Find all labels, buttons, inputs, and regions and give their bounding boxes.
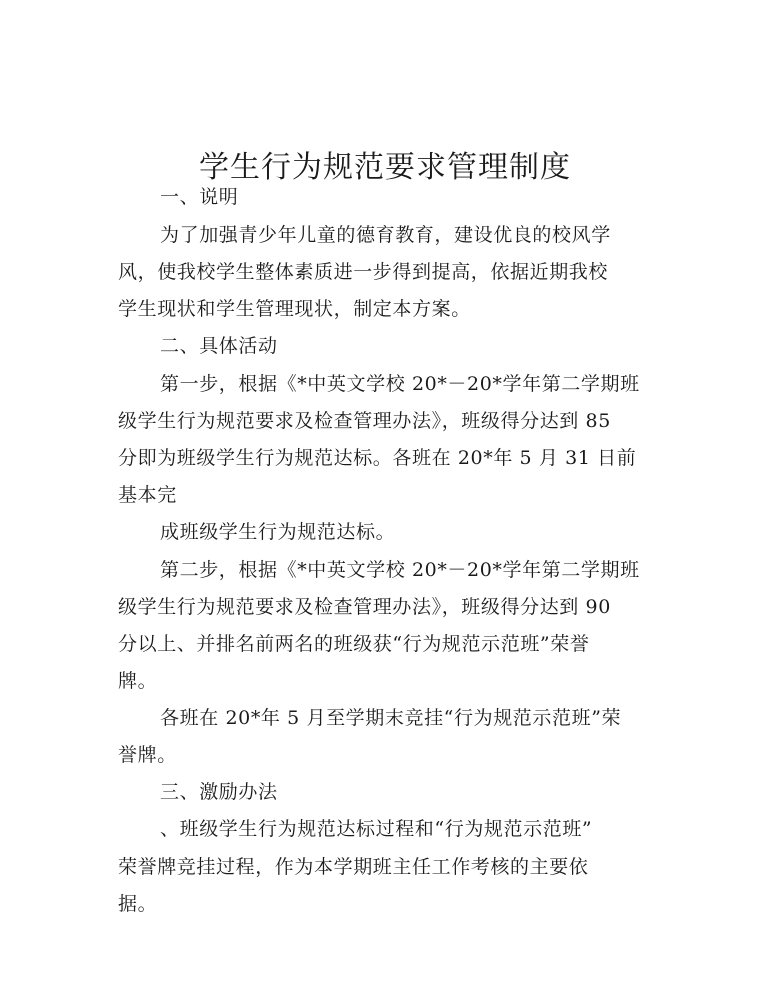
- paragraph-line: 、班级学生行为规范达标过程和“行为规范示范班”: [160, 818, 593, 840]
- paragraph-line: 分以上、并排名前两名的班级获“行为规范示范班”荣誉: [118, 633, 590, 655]
- paragraph-line: 第一步，根据《*中英文学校 20*－20*学年第二学期班: [160, 373, 640, 395]
- section-heading-activities: 二、具体活动: [160, 335, 278, 357]
- document-title: 学生行为规范要求管理制度: [199, 150, 571, 186]
- paragraph-line: 级学生行为规范要求及检查管理办法》，班级得分达到 90: [118, 596, 611, 618]
- paragraph-line: 为了加强青少年儿童的德育教育，建设优良的校风学: [160, 224, 611, 246]
- paragraph-line: 风，使我校学生整体素质进一步得到提高，依据近期我校: [118, 261, 609, 283]
- paragraph-line: 级学生行为规范要求及检查管理办法》，班级得分达到 85: [118, 410, 611, 432]
- paragraph-line: 各班在 20*年 5 月至学期末竞挂“行为规范示范班”荣: [160, 707, 622, 729]
- paragraph-line: 誉牌。: [118, 744, 177, 766]
- paragraph-line: 荣誉牌竞挂过程，作为本学期班主任工作考核的主要依: [118, 856, 589, 878]
- paragraph-line: 基本完: [118, 484, 177, 506]
- section-heading-incentives: 三、激励办法: [160, 781, 278, 803]
- paragraph-line: 据。: [118, 893, 158, 915]
- paragraph-line: 分即为班级学生行为规范达标。各班在 20*年 5 月 31 日前: [118, 447, 637, 469]
- paragraph-line: 第二步，根据《*中英文学校 20*－20*学年第二学期班: [160, 559, 640, 581]
- paragraph-line: 学生现状和学生管理现状，制定本方案。: [118, 298, 471, 320]
- section-heading-explanation: 一、说明: [160, 186, 239, 208]
- paragraph-line: 牌。: [118, 670, 158, 692]
- paragraph-line: 成班级学生行为规范达标。: [160, 521, 396, 543]
